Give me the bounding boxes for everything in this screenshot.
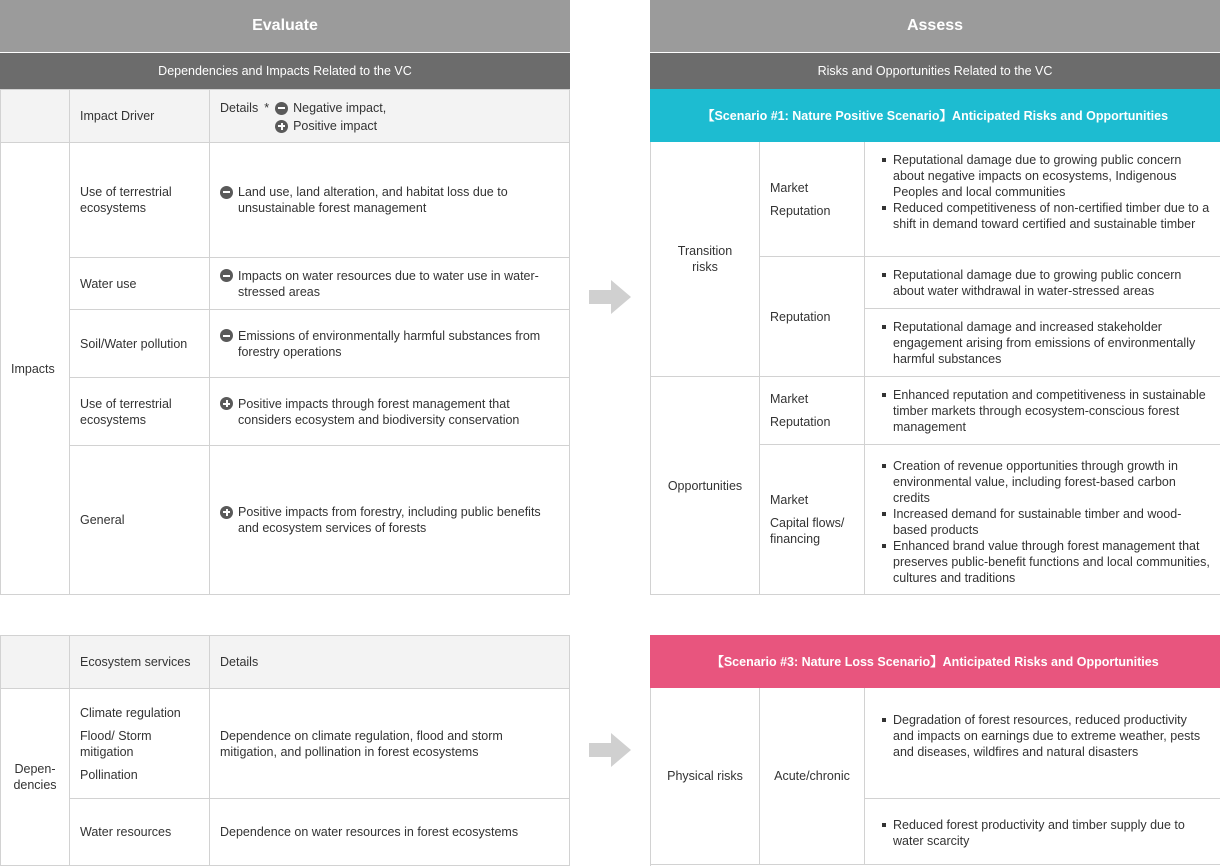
detail-text: Dependence on water resources in forest ecosystems [220,825,519,839]
opportunity-detail [865,377,1220,445]
impacts-table [0,89,570,595]
driver-label: Soil/Water pollution [80,336,188,351]
legend-negative: Negative impact, [293,101,387,115]
risk-type-label: Market [770,180,809,195]
table-row-detail [210,689,570,799]
impact-driver-header-label: Impact Driver [80,109,155,123]
list-item: Degradation of forest resources, reduced productivity and impacts on earnings due to extreme weather, pests and diseases, wildfires and natural disasters [881,712,1210,760]
opportunity-detail [865,445,1220,595]
minus-circle-icon [220,329,233,342]
detail-text: Positive impacts from forestry, including public benefits and ecosystem services of forests [238,505,541,535]
right-arrow-icon [589,733,631,767]
plus-circle-icon [275,120,288,133]
scenario1-title: 【Scenario #1: Nature Positive Scenario】Anticipated Risks and Opportunities [701,108,1169,123]
table-row-driver [70,378,210,446]
service-label: Pollination [80,767,138,782]
list-item: Reputational damage due to growing public concern about negative impacts on ecosystems, Indigenous Peoples and local communities [881,152,1210,200]
risk-type-label: Acute/chronic [774,769,850,783]
list-item: Enhanced reputation and competitiveness in sustainable timber markets through ecosystem-conscious forest management [881,387,1210,435]
physical-risks-category [651,688,760,865]
minus-circle-icon [275,102,288,115]
list-item: Reputational damage due to growing public concern about water withdrawal in water-stressed areas [881,267,1210,299]
list-item: Enhanced brand value through forest management that preserves public-benefit functions and local communities, cultures and traditions [881,538,1210,586]
table-row-driver [70,258,210,310]
ecosystem-services-header [70,636,210,689]
risk-type [760,257,865,377]
assess-subtitle: Risks and Opportunities Related to the VC [817,64,1053,78]
table-row-driver [70,446,210,595]
impacts-category [1,143,70,595]
scenario1-header [650,89,1220,142]
dependencies-header-blank [1,636,70,689]
risk-detail [865,309,1220,377]
table-row-detail [210,799,570,866]
risk-detail [865,688,1220,799]
risk-detail [865,142,1220,257]
details-header-label: Details [220,101,259,115]
opportunity-type [760,445,865,595]
minus-circle-icon [220,269,233,282]
list-item: Reduced competitiveness of non-certified timber due to a shift in demand toward certified and sustainable timber [881,200,1210,232]
opportunity-type-label: Capital flows/ financing [770,516,845,546]
evaluate-subheader [0,53,570,89]
plus-circle-icon [220,397,233,410]
table-row-detail [210,258,570,310]
dependencies-category [1,689,70,866]
table-row-driver [70,310,210,378]
dependencies-details-header-label: Details [220,655,259,669]
list-item: Reputational damage and increased stakeholder engagement arising from emissions of environmentally harmful substances [881,319,1210,367]
assess-header [650,0,1220,52]
dependencies-category-label: Depen-dencies [13,762,57,792]
service-label: Water resources [80,825,172,839]
table-row-driver [70,143,210,258]
driver-label: Use of terrestrial ecosystems [80,185,172,215]
minus-circle-icon [220,186,233,199]
transition-risks-label: Transition risks [677,244,733,274]
risk-type-label: Reputation [770,203,831,218]
driver-label: Use of terrestrial ecosystems [80,396,172,427]
list-item: Creation of revenue opportunities through growth in environmental value, including forest-based carbon credits [881,458,1210,506]
physical-risks-label: Physical risks [667,769,743,783]
table-row-detail [210,310,570,378]
scenario1-table [650,142,1220,595]
ecosystem-services-header-label: Ecosystem services [80,655,191,669]
plus-circle-icon [220,506,233,519]
legend-star: * [264,101,270,115]
evaluate-header [0,0,570,52]
table-row-services [70,689,210,799]
opportunity-type-label: Market [770,493,809,507]
table-row-detail [210,378,570,446]
scenario3-title: 【Scenario #3: Nature Loss Scenario】Anticipated Risks and Opportunities [711,654,1159,669]
impact-driver-header [70,90,210,143]
scenario3-header [650,635,1220,688]
table-row-detail [210,446,570,595]
risk-detail [865,257,1220,309]
evaluate-title: Evaluate [252,17,318,34]
legend-positive: Positive impact [293,119,378,133]
scenario3-table [650,688,1220,866]
list-item: Reduced forest productivity and timber supply due to water scarcity [881,817,1210,849]
evaluate-subtitle: Dependencies and Impacts Related to the VC [158,64,412,78]
service-label: Climate regulation [80,705,181,720]
detail-text: Impacts on water resources due to water use in water-stressed areas [238,268,539,299]
impacts-category-label: Impacts [11,361,55,376]
dependencies-table [0,635,570,866]
driver-label: General [80,513,125,527]
risk-type [760,142,865,257]
transition-risks-category [651,142,760,377]
impacts-header-blank [1,90,70,143]
right-arrow-icon [589,280,631,314]
opportunities-label: Opportunities [667,478,743,493]
opportunity-type [760,377,865,445]
assess-subheader [650,53,1220,89]
risk-type [760,688,865,865]
opportunity-type-label: Reputation [770,415,831,429]
service-label: Flood/ Storm mitigation [80,728,152,759]
driver-label: Water use [80,276,137,291]
detail-text: Land use, land alteration, and habitat loss due to unsustainable forest management [238,185,508,215]
opportunity-type-label: Market [770,392,809,406]
details-header [210,90,570,143]
table-row-detail [210,143,570,258]
table-row-services [70,799,210,866]
detail-text: Emissions of environmentally harmful substances from forestry operations [238,328,541,359]
detail-text: Dependence on climate regulation, flood and storm mitigation, and pollination in forest ecosystems [220,728,503,759]
risk-type-label: Reputation [770,309,831,324]
opportunities-category [651,377,760,595]
dependencies-details-header [210,636,570,689]
detail-text: Positive impacts through forest management that considers ecosystem and biodiversity conservation [238,396,520,427]
list-item: Increased demand for sustainable timber and wood-based products [881,506,1210,538]
assess-title: Assess [906,17,964,34]
risk-detail [865,799,1220,865]
